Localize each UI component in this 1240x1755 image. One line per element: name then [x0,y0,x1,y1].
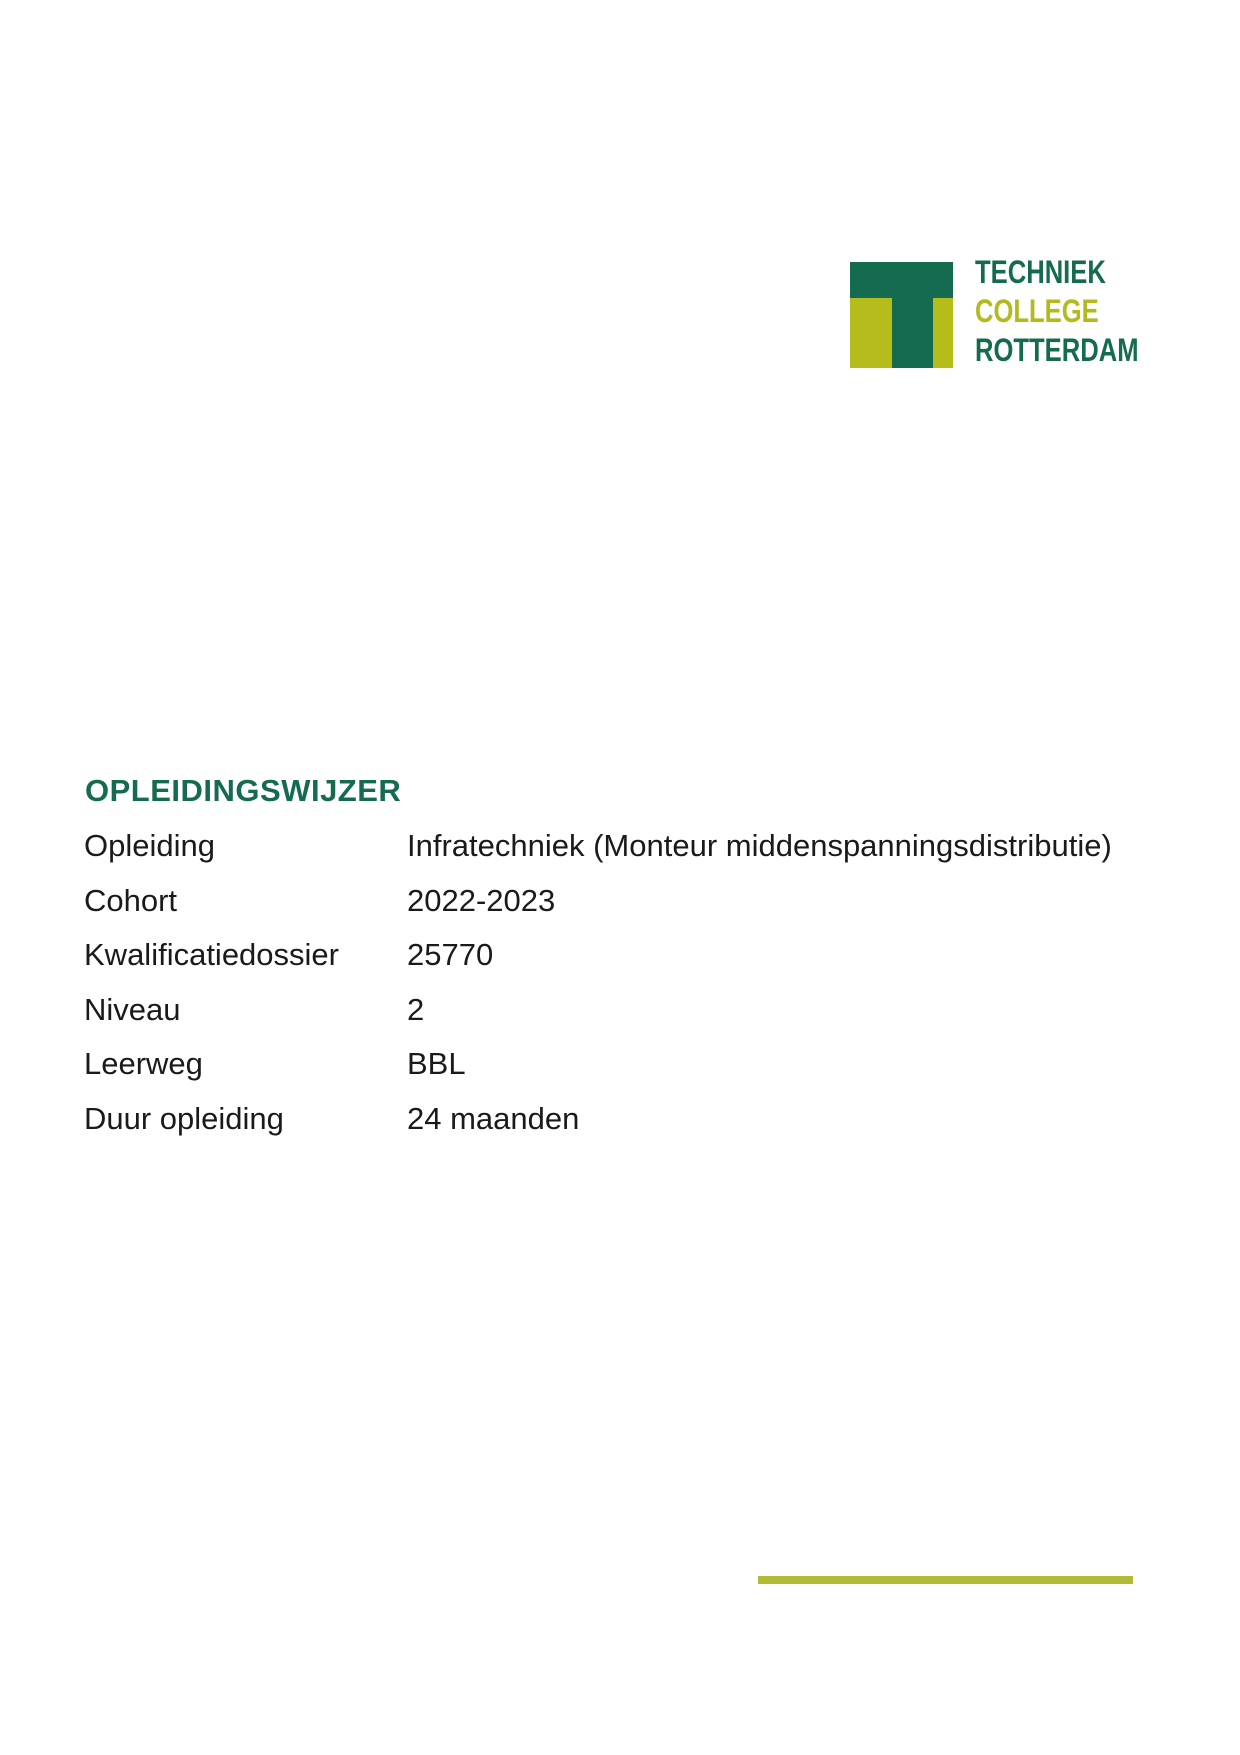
tcr-t-icon [850,262,953,368]
logo-t-stem [892,298,933,368]
table-row [84,883,1084,938]
row-label: Opleiding [84,828,215,863]
logo-word-line-3: ROTTERDAM [975,332,1139,368]
table-row [84,1046,1084,1101]
row-label: Kwalificatiedossier [84,937,339,973]
table-row [84,992,1084,1047]
logo-wordmark [975,253,1179,370]
row-label: Duur opleiding [84,1100,284,1136]
row-value: Infratechniek (Monteur middenspanningsdistributie) [407,828,1112,863]
row-value: 2 [407,991,425,1027]
opleiding-info-table [84,828,1112,1156]
row-value: BBL [407,1046,466,1082]
page-title: OPLEIDINGSWIJZER [85,773,402,808]
logo-word-line-1: TECHNIEK [975,254,1106,290]
logo-word-line-2: COLLEGE [975,293,1099,329]
row-label: Niveau [84,991,181,1027]
footer-accent-rule [758,1576,1133,1584]
logo-top-band [850,262,953,298]
table-row [84,937,1084,992]
row-value: 2022-2023 [407,882,556,918]
table-row [84,1101,1084,1156]
table-row [84,828,1112,883]
row-value: 24 maanden [407,1100,580,1136]
row-value: 25770 [407,937,494,973]
row-label: Leerweg [84,1046,203,1082]
row-label: Cohort [84,882,178,918]
